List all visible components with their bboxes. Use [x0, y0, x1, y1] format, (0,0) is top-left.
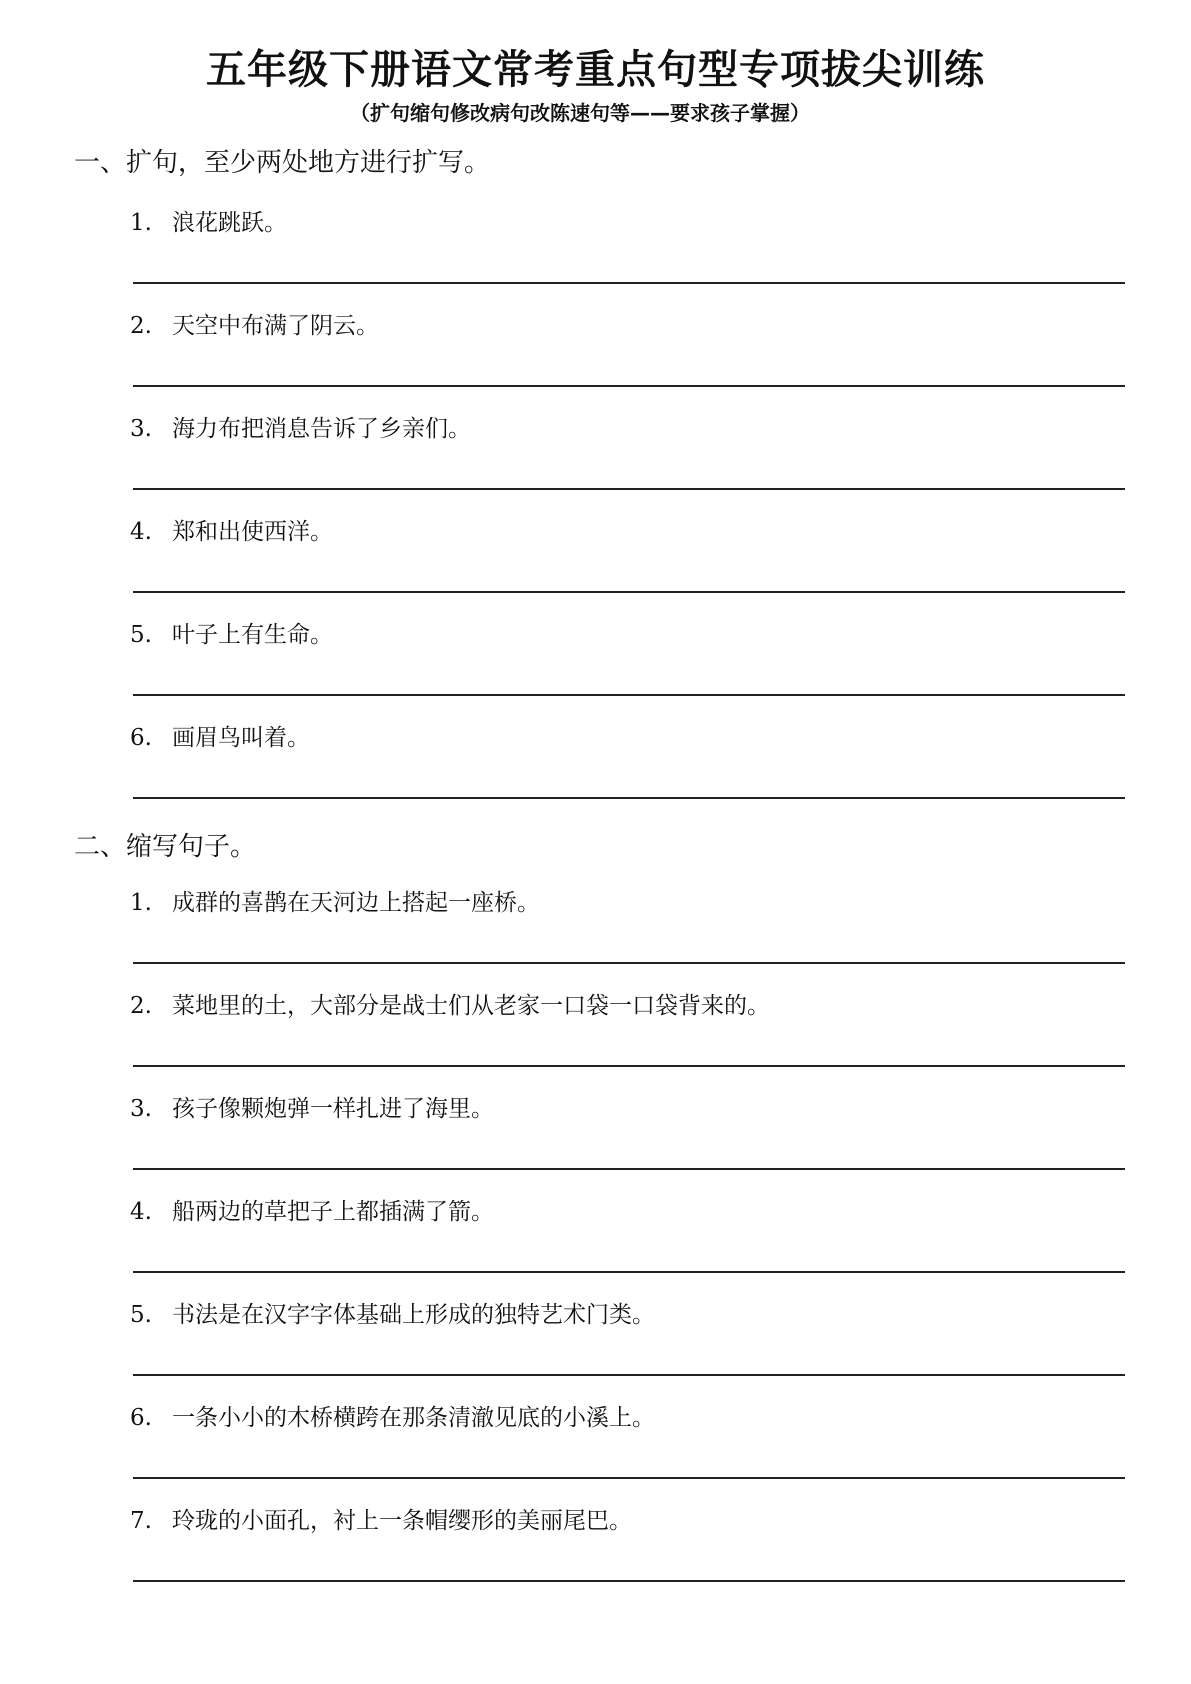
- question-item: [130, 410, 471, 443]
- question-number: 1.: [130, 890, 152, 916]
- question-number: 3.: [130, 1096, 152, 1122]
- page-title: 五年级下册语文常考重点句型专项拔尖训练: [206, 47, 985, 93]
- question-text: 一条小小的木桥横跨在那条清澈见底的小溪上。: [172, 1405, 655, 1431]
- question-text: 成群的喜鹊在天河边上搭起一座桥。: [172, 890, 540, 916]
- question-item: [130, 987, 770, 1020]
- question-number: 3.: [130, 416, 152, 442]
- question-item: [130, 204, 287, 237]
- question-number: 5.: [130, 1302, 152, 1328]
- question-item: [130, 1399, 655, 1432]
- answer-line[interactable]: [133, 385, 1125, 387]
- answer-line[interactable]: [133, 1477, 1125, 1479]
- question-text: 浪花跳跃。: [172, 210, 287, 236]
- question-item: [130, 1090, 494, 1123]
- question-number: 2.: [130, 313, 152, 339]
- answer-line[interactable]: [133, 694, 1125, 696]
- question-text: 书法是在汉字字体基础上形成的独特艺术门类。: [172, 1302, 655, 1328]
- question-item: [130, 719, 310, 752]
- answer-line[interactable]: [133, 1374, 1125, 1376]
- question-item: [130, 307, 379, 340]
- question-text: 郑和出使西洋。: [172, 519, 333, 545]
- question-item: [130, 616, 333, 649]
- question-number: 7.: [130, 1508, 152, 1534]
- answer-line[interactable]: [133, 1580, 1125, 1582]
- page-subtitle: （扩句缩句修改病句改陈速句等——要求孩子掌握）: [350, 101, 810, 125]
- answer-line[interactable]: [133, 488, 1125, 490]
- question-number: 6.: [130, 725, 152, 751]
- question-number: 5.: [130, 622, 152, 648]
- answer-line[interactable]: [133, 962, 1125, 964]
- question-text: 玲珑的小面孔，衬上一条帽缨形的美丽尾巴。: [172, 1508, 632, 1534]
- question-text: 画眉鸟叫着。: [172, 725, 310, 751]
- question-text: 叶子上有生命。: [172, 622, 333, 648]
- answer-line[interactable]: [133, 282, 1125, 284]
- answer-line[interactable]: [133, 797, 1125, 799]
- answer-line[interactable]: [133, 1271, 1125, 1273]
- answer-line[interactable]: [133, 591, 1125, 593]
- question-number: 2.: [130, 993, 152, 1019]
- question-item: [130, 1296, 655, 1329]
- question-item: [130, 1193, 494, 1226]
- section-heading: 二、缩写句子。: [74, 832, 257, 862]
- section-heading: 一、扩句，至少两处地方进行扩写。: [74, 148, 491, 178]
- question-number: 4.: [130, 1199, 152, 1225]
- question-item: [130, 1502, 632, 1535]
- question-number: 4.: [130, 519, 152, 545]
- question-text: 船两边的草把子上都插满了箭。: [172, 1199, 494, 1225]
- answer-line[interactable]: [133, 1065, 1125, 1067]
- question-text: 菜地里的土，大部分是战士们从老家一口袋一口袋背来的。: [172, 993, 770, 1019]
- question-item: [130, 513, 333, 546]
- question-number: 6.: [130, 1405, 152, 1431]
- question-number: 1.: [130, 210, 152, 236]
- answer-line[interactable]: [133, 1168, 1125, 1170]
- question-text: 海力布把消息告诉了乡亲们。: [172, 416, 471, 442]
- question-text: 天空中布满了阴云。: [172, 313, 379, 339]
- question-item: [130, 884, 540, 917]
- question-text: 孩子像颗炮弹一样扎进了海里。: [172, 1096, 494, 1122]
